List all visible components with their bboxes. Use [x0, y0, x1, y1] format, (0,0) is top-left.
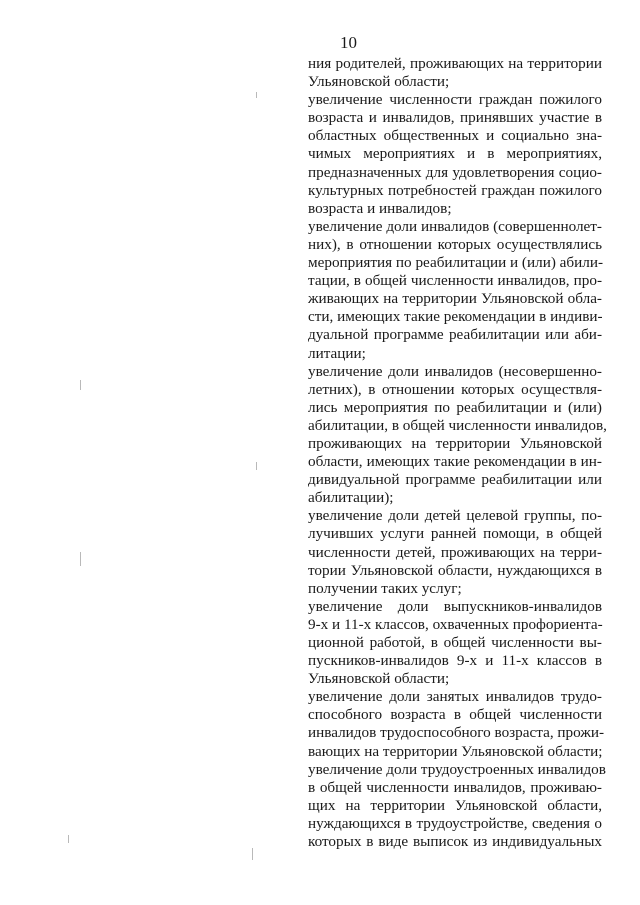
scan-mark	[68, 835, 69, 843]
text-line: которых в виде выписок из индивидуальных	[308, 833, 602, 851]
scan-mark	[256, 462, 257, 470]
text-line: тации, в общей численности инвалидов, про-	[308, 272, 602, 290]
text-line: возраста и инвалидов, принявших участие в	[308, 109, 602, 127]
text-line: литации;	[308, 344, 366, 362]
text-line: увеличение доли выпускников-инвалидов	[308, 597, 602, 615]
text-line: чимых мероприятиях и в мероприятиях,	[308, 145, 602, 163]
text-line: Ульяновской области;	[308, 73, 450, 91]
text-line: областных общественных и социально зна-	[308, 127, 602, 145]
text-line: увеличение доли инвалидов (совершеннолет-	[308, 217, 602, 235]
text-line: увеличение доли трудоустроенных инвалидов	[308, 760, 606, 778]
text-line: Ульяновской области;	[308, 670, 450, 688]
text-line: предназначенных для удовлетворения социо-	[308, 163, 602, 181]
text-line: нуждающихся в трудоустройстве, сведения о	[308, 814, 602, 832]
text-line: области, имеющих такие рекомендации в ин-	[308, 453, 602, 471]
scan-mark	[80, 552, 81, 566]
text-line: пускников-инвалидов 9-х и 11-х классов в	[308, 652, 602, 670]
text-line: лучивших услуги ранней помощи, в общей	[308, 525, 602, 543]
scan-mark	[80, 380, 81, 390]
scan-mark	[252, 848, 253, 860]
text-line: увеличение доли детей целевой группы, по-	[308, 507, 602, 525]
text-line: абилитации);	[308, 489, 394, 507]
text-line: возраста и инвалидов;	[308, 199, 452, 217]
text-line: мероприятия по реабилитации и (или) абили-	[308, 254, 604, 272]
scan-mark	[256, 92, 257, 98]
text-line: абилитации, в общей численности инвалидов,	[308, 416, 607, 434]
text-line: вающих на территории Ульяновской области;	[308, 742, 603, 760]
text-line: лись мероприятия по реабилитации и (или)	[308, 398, 602, 416]
text-line: увеличение доли занятых инвалидов трудо-	[308, 688, 602, 706]
text-line: дивидуальной программе реабилитации или	[308, 471, 602, 489]
text-line: увеличение численности граждан пожилого	[308, 91, 602, 109]
text-line: летних), в отношении которых осуществля-	[308, 380, 602, 398]
text-line: инвалидов трудоспособного возраста, прожи-	[308, 724, 605, 742]
text-line: проживающих на территории Ульяновской	[308, 434, 602, 452]
text-line: них), в отношении которых осуществлялись	[308, 235, 602, 253]
text-line: получении таких услуг;	[308, 579, 462, 597]
text-line: ционной работой, в общей численности вы-	[308, 634, 602, 651]
page-number: 10	[340, 33, 357, 52]
text-line: 9-х и 11-х классов, охваченных профориента-	[308, 615, 603, 633]
text-line: способного возраста в общей численности	[308, 706, 602, 724]
text-line: культурных потребностей граждан пожилого	[308, 181, 602, 199]
text-line: дуальной программе реабилитации или аби-	[308, 326, 602, 344]
body-text	[308, 55, 607, 851]
text-line: в общей численности инвалидов, проживаю-	[308, 778, 602, 796]
text-line: живающих на территории Ульяновской обла-	[308, 290, 602, 308]
text-line: тории Ульяновской области, нуждающихся в	[308, 561, 602, 579]
text-line: ния родителей, проживающих на территории	[308, 55, 602, 72]
text-line: численности детей, проживающих на терри-	[308, 543, 602, 561]
text-line: щих на территории Ульяновской области,	[308, 796, 602, 814]
text-line: сти, имеющих такие рекомендации в индиви-	[308, 308, 603, 326]
text-line: увеличение доли инвалидов (несовершенно-	[308, 362, 602, 380]
